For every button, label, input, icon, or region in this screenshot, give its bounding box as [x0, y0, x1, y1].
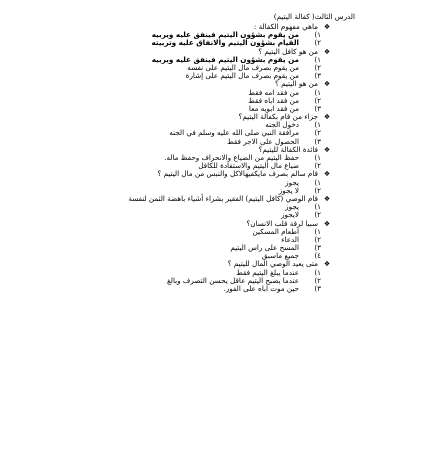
diamond-bullet-icon: ❖ [323, 219, 331, 228]
option-number: ٢) [314, 234, 321, 244]
question-text: متى يعيد الوصي المال لليتيم ؟ [227, 259, 318, 269]
option-text: حفظ اليتيم من الضياع والانحراف وحفظ ماله. [164, 153, 299, 162]
option-number: ٣) [314, 103, 321, 113]
answer-option [8, 285, 321, 293]
option-number: ٢) [314, 38, 321, 48]
option-number: ٣) [314, 284, 321, 293]
option-text: من فقد اباه فقط [248, 95, 299, 105]
option-text: جميع ماسبق [261, 251, 299, 261]
option-text: اطعام المسكين [252, 226, 299, 236]
option-number: ٣) [314, 136, 321, 146]
diamond-bullet-icon: ❖ [323, 260, 331, 269]
question-text: من هو كافل اليتيم ؟ [258, 46, 318, 56]
option-number: ١) [314, 226, 321, 236]
option-text: ضياع مال اليتيم والاستفادة للكافل [198, 161, 299, 171]
option-text: لايجوز [281, 210, 299, 220]
option-number: ١) [314, 202, 321, 212]
option-number: ١) [314, 153, 321, 162]
diamond-bullet-icon: ❖ [323, 47, 331, 56]
option-text: من يقوم بشؤون اليتيم فينفق عليه ويربيه [151, 54, 299, 64]
option-text: عندما يصبح اليتيم عاقل يحسن التصرف وبالغ [166, 275, 299, 285]
option-text: مرافقة النبي صلى الله عليه وسلم في الجنه [169, 128, 299, 138]
diamond-bullet-icon: ❖ [323, 145, 331, 154]
option-number: ٢) [314, 95, 321, 105]
option-number: ١) [314, 30, 321, 40]
option-number: ١) [314, 120, 321, 130]
option-number: ٣) [314, 243, 321, 253]
option-number: ٢) [314, 185, 321, 195]
option-number: ٢) [314, 128, 321, 138]
diamond-bullet-icon: ❖ [323, 23, 331, 31]
option-number: ٢) [314, 62, 321, 72]
option-text: الحصول على الاجر فقط [227, 136, 299, 146]
option-text: يجوز [285, 177, 299, 187]
option-text: من فقد ابويه معا [248, 103, 299, 113]
option-text: من فقد امه فقط [248, 87, 299, 97]
question-text: من هو اليتيم ؟ [275, 79, 318, 89]
answer-option [8, 228, 321, 236]
diamond-bullet-icon: ❖ [323, 80, 331, 89]
diamond-bullet-icon: ❖ [323, 113, 331, 122]
option-text: حين موت اباه على الفور. [223, 284, 299, 293]
option-number: ١) [314, 54, 321, 64]
option-text: من يقوم بصرف مال اليتيم على إشارة [185, 71, 299, 81]
option-text: القيام بشؤون اليتيم والانفاق عليه وتربيته [151, 38, 299, 48]
option-text: دخول الجنه [265, 120, 299, 130]
option-number: ٤) [314, 251, 321, 261]
option-text: عندما يبلغ اليتيم فقط [236, 267, 299, 277]
option-number: ١) [314, 87, 321, 97]
option-number: ١) [314, 267, 321, 277]
option-text: المسح على راس اليتيم [230, 243, 299, 253]
option-text: من يقوم بصرف مال اليتيم على نفسه [187, 62, 299, 72]
option-number: ٢) [314, 275, 321, 285]
diamond-bullet-icon: ❖ [323, 194, 331, 203]
question-text: ماهي مفهوم الكفالة : [253, 22, 318, 31]
question-list [8, 23, 433, 293]
option-number: ٢) [314, 161, 321, 171]
option-text: الدعاء [281, 234, 299, 244]
option-text: من يقوم بشؤون اليتيم فينفق عليه ويربيه [151, 30, 299, 40]
question-text: جزاء من قام بكفالة اليتيم؟ [238, 112, 318, 122]
question-text: سببا لرقة قلب الانسان؟ [246, 218, 318, 228]
option-text: لا يجوز [278, 185, 299, 195]
option-number: ٣) [314, 71, 321, 81]
option-number: ١) [314, 177, 321, 187]
lesson-title: الدرس الثالث( كفالة اليتيم) [273, 12, 355, 21]
option-number: ٢) [314, 210, 321, 220]
diamond-bullet-icon: ❖ [323, 170, 331, 179]
question-text: قام الوصي (كافل اليتيم) الفقير بشراء أشياء باهضة الثمن لنفسة [128, 193, 318, 203]
answer-option [8, 179, 321, 187]
answer-option [8, 203, 321, 211]
question-text: فائدة الكفالة لليتيم؟ [258, 144, 318, 154]
option-text: يجوز [285, 202, 299, 212]
question-text: قام سالم بصرف مايكفيهالاكل والنبس من مال اليتيم ؟ [157, 169, 318, 179]
